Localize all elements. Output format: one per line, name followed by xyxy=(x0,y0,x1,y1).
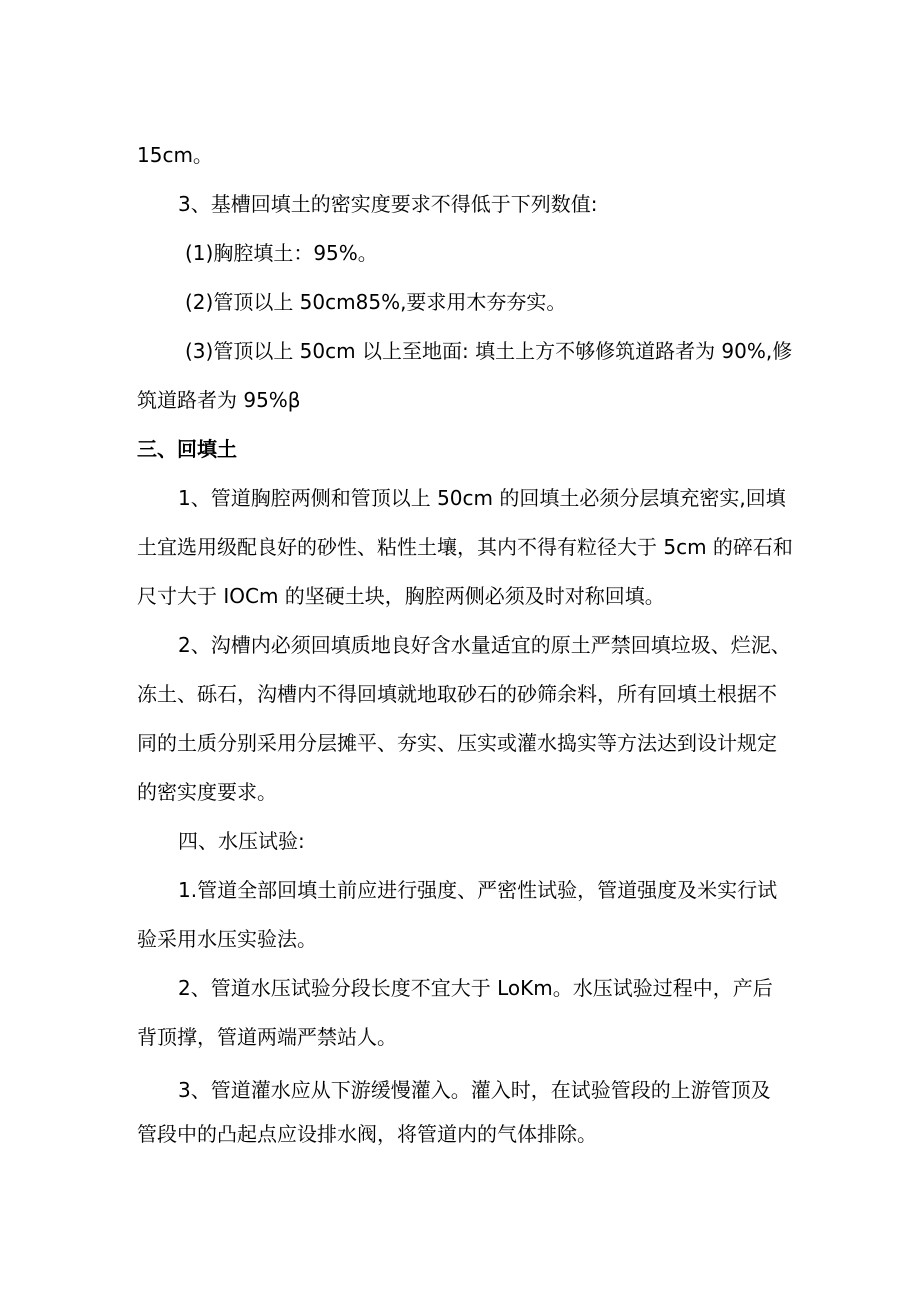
text-line: 同的土质分别采用分层摊平、夯实、压实或灌水捣实等方法达到设计规定 xyxy=(137,731,777,755)
text-line: 3、管道灌水应从下游缓慢灌入。灌入时，在试验管段的上游管顶及 xyxy=(178,1078,771,1102)
section-heading: 四、水压试验: xyxy=(178,829,305,853)
text-line: (2)管顶以上 50cm85%,要求用木夯夯实。 xyxy=(185,290,567,314)
text-line: (3)管顶以上 50cm 以上至地面: 填土上方不够修筑道路者为 90%,修 xyxy=(185,339,793,363)
text-line: 2、沟槽内必须回填质地良好含水量适宜的原土严禁回填垃圾、烂泥、 xyxy=(178,633,791,657)
text-line: 冻土、砾石，沟槽内不得回填就地取砂石的砂筛余料，所有回填土根据不 xyxy=(137,682,777,706)
text-line: 2、管道水压试验分段长度不宜大于 LoKm。水压试验过程中，产后 xyxy=(178,976,773,1000)
text-line: (1)胸腔填土：95%。 xyxy=(185,241,378,265)
text-line: 3、基槽回填土的密实度要求不得低于下列数值: xyxy=(178,192,598,216)
text-line: 管段中的凸起点应设排水阀，将管道内的气体排除。 xyxy=(137,1122,597,1146)
section-heading: 三、回填土 xyxy=(137,437,237,461)
text-line: 验采用水压实验法。 xyxy=(137,927,317,951)
text-line: 1.管道全部回填土前应进行强度、严密性试验，管道强度及米实行试 xyxy=(178,878,778,902)
text-line: 尺寸大于 IOCm 的坚硬土块，胸腔两侧必须及时对称回填。 xyxy=(137,584,665,608)
text-line: 的密实度要求。 xyxy=(137,780,277,804)
text-line: 筑道路者为 95%β xyxy=(137,388,301,412)
text-line: 1、管道胸腔两侧和管顶以上 50cm 的回填土必须分层填充密实,回填 xyxy=(178,486,786,510)
text-line: 土宜选用级配良好的砂性、粘性土壤，其内不得有粒径大于 5cm 的碎石和 xyxy=(137,535,793,559)
text-line: 背顶撑，管道两端严禁站人。 xyxy=(137,1025,397,1049)
text-line: 15cm。 xyxy=(137,143,213,167)
